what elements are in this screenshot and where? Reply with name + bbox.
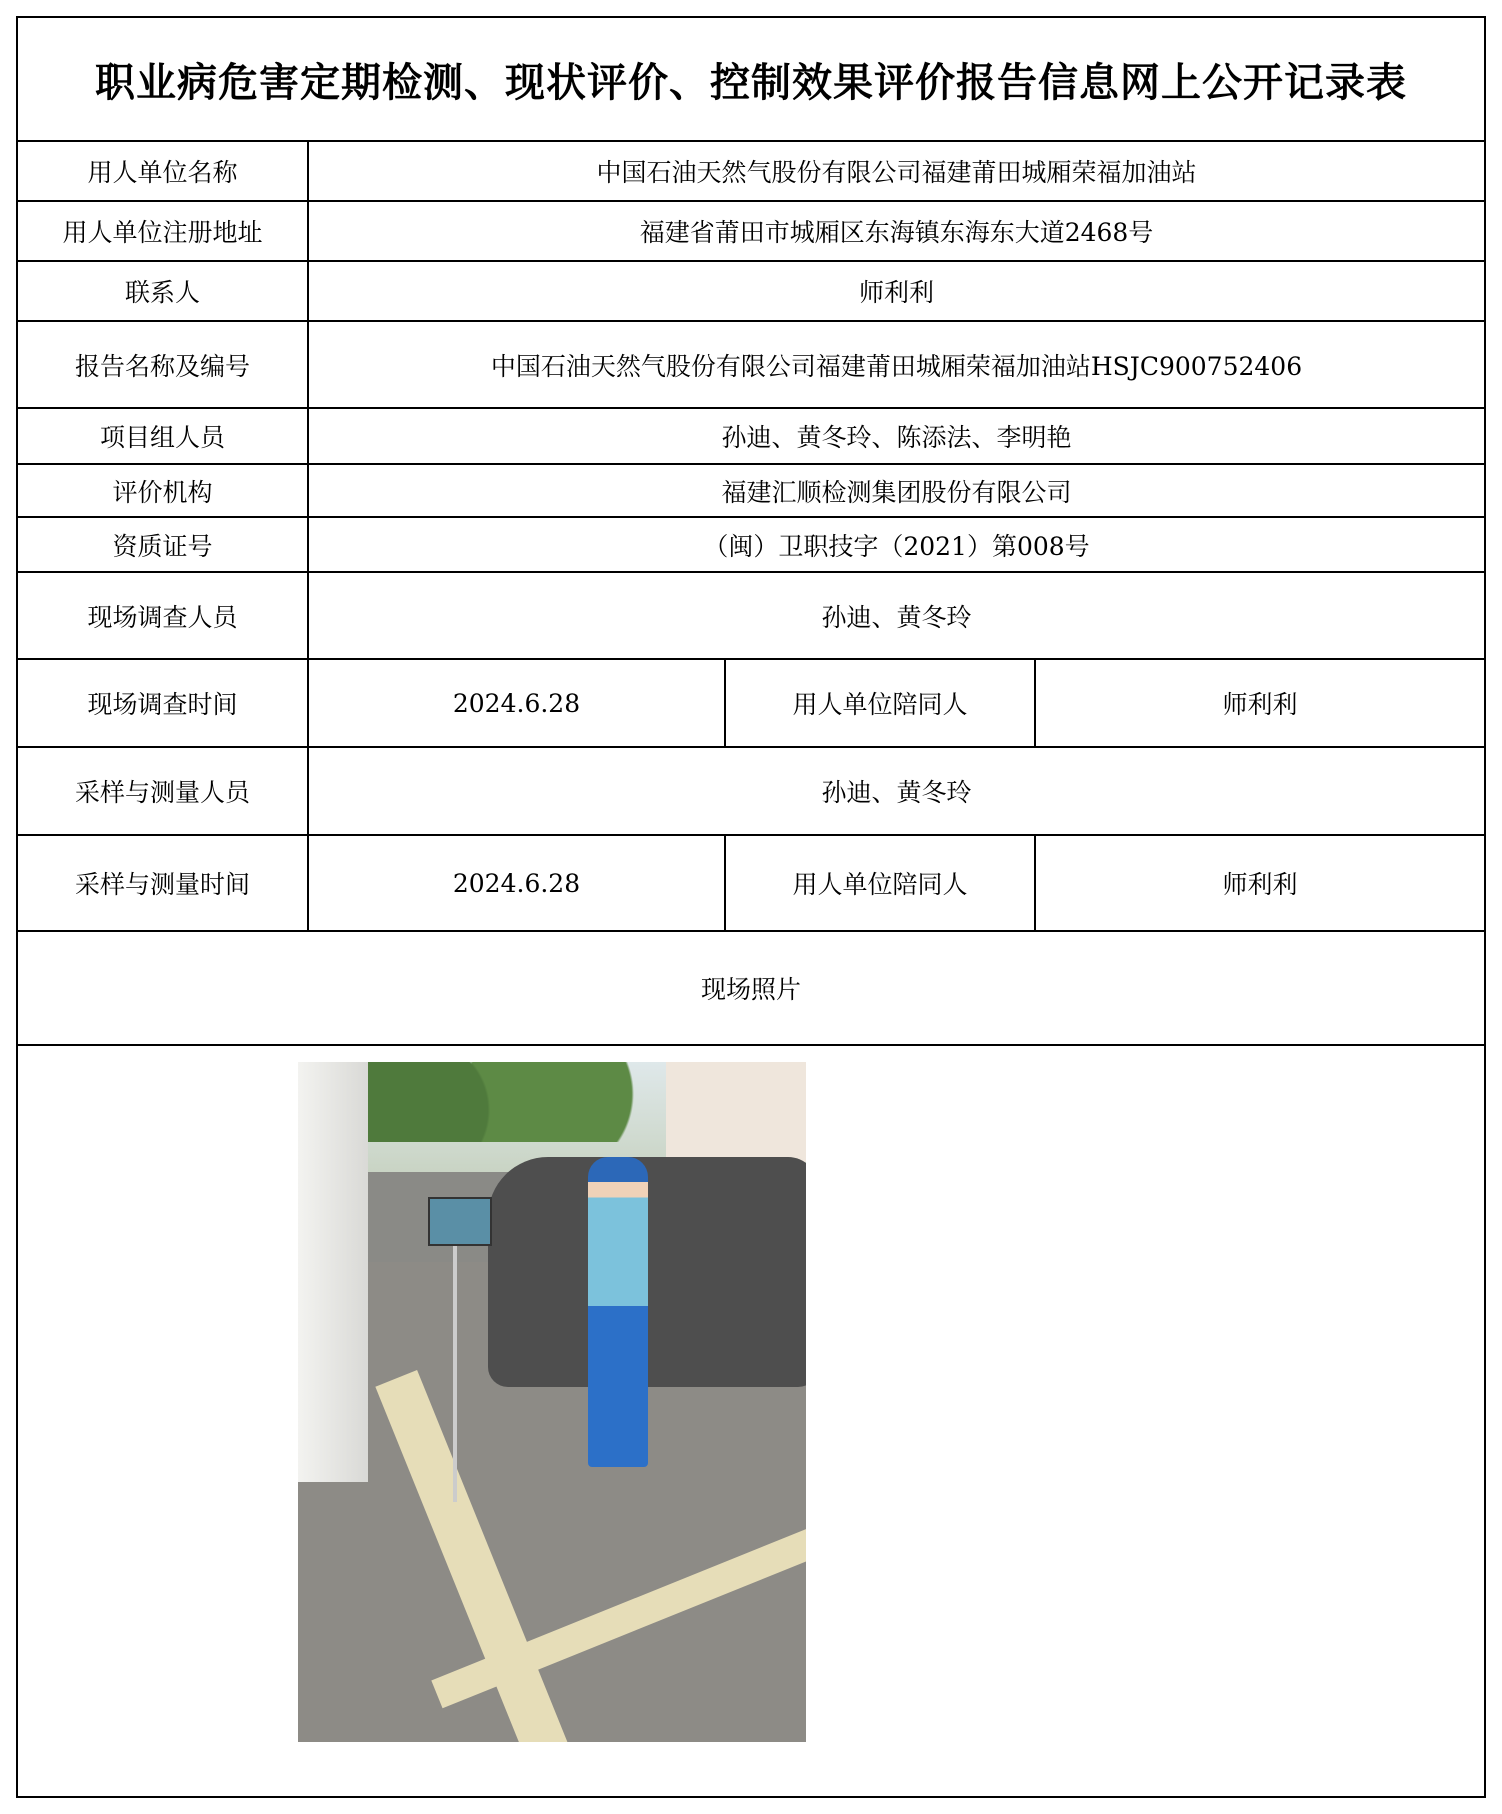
label-sampling-time: 采样与测量时间 (17, 835, 308, 931)
label-photos: 现场照片 (17, 931, 1485, 1045)
label-survey-companion: 用人单位陪同人 (725, 659, 1035, 747)
value-employer-name: 中国石油天然气股份有限公司福建莆田城厢荣福加油站 (308, 141, 1485, 201)
label-team: 项目组人员 (17, 408, 308, 464)
label-certificate: 资质证号 (17, 517, 308, 572)
label-survey-staff: 现场调查人员 (17, 572, 308, 659)
label-survey-time: 现场调查时间 (17, 659, 308, 747)
site-photo (298, 1062, 806, 1742)
value-team: 孙迪、黄冬玲、陈添法、李明艳 (308, 408, 1485, 464)
value-certificate: （闽）卫职技字（2021）第008号 (308, 517, 1485, 572)
value-employer-address: 福建省莆田市城厢区东海镇东海东大道2468号 (308, 201, 1485, 261)
label-sampling-companion: 用人单位陪同人 (725, 835, 1035, 931)
record-table (16, 16, 1486, 1798)
page-title: 职业病危害定期检测、现状评价、控制效果评价报告信息网上公开记录表 (17, 17, 1485, 141)
value-survey-staff: 孙迪、黄冬玲 (308, 572, 1485, 659)
photo-cell (17, 1045, 1485, 1797)
label-employer-name: 用人单位名称 (17, 141, 308, 201)
label-employer-address: 用人单位注册地址 (17, 201, 308, 261)
value-sampling-time: 2024.6.28 (308, 835, 725, 931)
label-contact: 联系人 (17, 261, 308, 321)
value-sampling-staff: 孙迪、黄冬玲 (308, 747, 1485, 835)
value-agency: 福建汇顺检测集团股份有限公司 (308, 464, 1485, 517)
label-sampling-staff: 采样与测量人员 (17, 747, 308, 835)
value-survey-companion: 师利利 (1035, 659, 1485, 747)
value-contact: 师利利 (308, 261, 1485, 321)
label-agency: 评价机构 (17, 464, 308, 517)
value-sampling-companion: 师利利 (1035, 835, 1485, 931)
label-report: 报告名称及编号 (17, 321, 308, 408)
value-report: 中国石油天然气股份有限公司福建莆田城厢荣福加油站HSJC900752406 (308, 321, 1485, 408)
value-survey-time: 2024.6.28 (308, 659, 725, 747)
